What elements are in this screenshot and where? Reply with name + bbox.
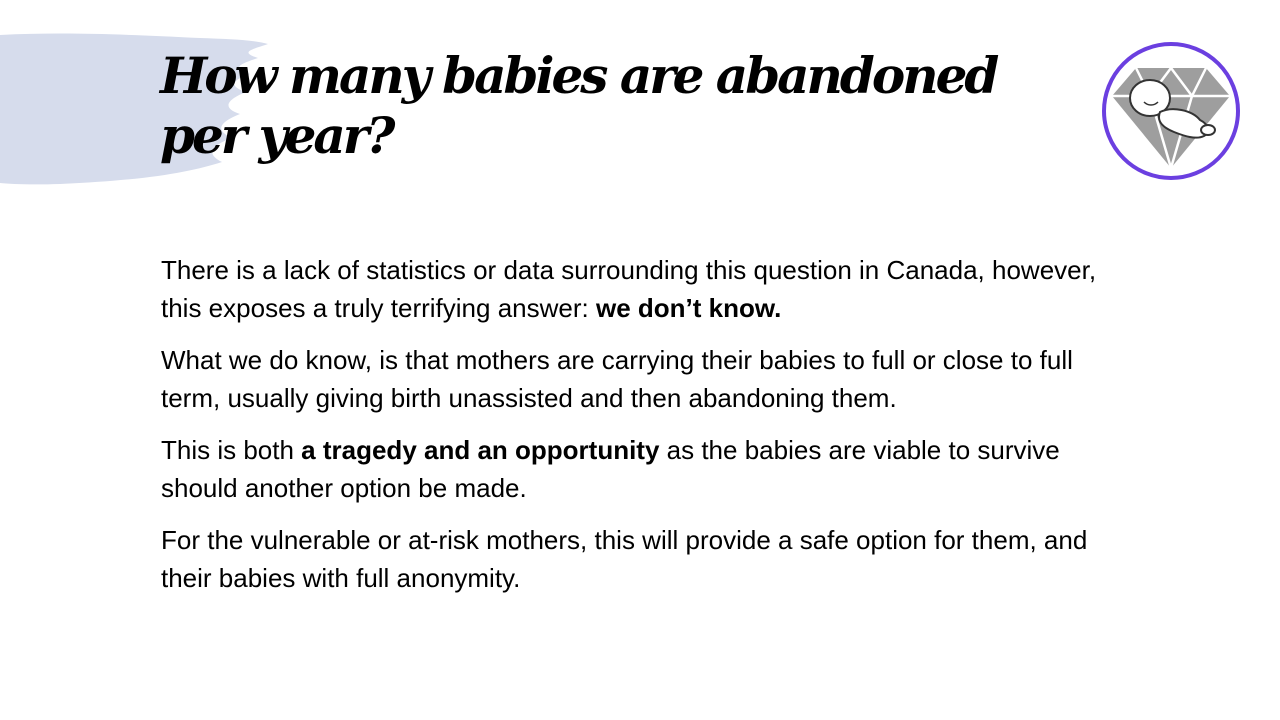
title-line-1: How many babies are abandoned <box>160 46 997 105</box>
title-line-2: per year? <box>160 106 393 165</box>
paragraph-3-bold: a tragedy and an opportunity <box>301 435 660 465</box>
paragraph-3 <box>161 431 1121 507</box>
baby-diamond-logo-icon <box>1100 40 1242 182</box>
paragraph-4: For the vulnerable or at-risk mothers, this will provide a safe option for them, and their babies with full anonymity. <box>161 525 1088 593</box>
slide-title <box>160 46 1040 166</box>
paragraph-1 <box>161 251 1121 327</box>
paragraph-1-text: There is a lack of statistics or data surrounding this question in Canada, however, this exposes a truly terrifying answer: <box>161 255 1097 323</box>
paragraph-1-bold: we don’t know. <box>595 293 782 323</box>
paragraph-3-text-b: as the babies are viable to survive should another option be made. <box>161 435 1060 503</box>
paragraph-3-text-a: This is both <box>161 435 302 465</box>
paragraph-2: What we do know, is that mothers are carrying their babies to full or close to full term, usually giving birth unassisted and then abandoning them. <box>161 345 1073 413</box>
body-text <box>161 251 1121 611</box>
